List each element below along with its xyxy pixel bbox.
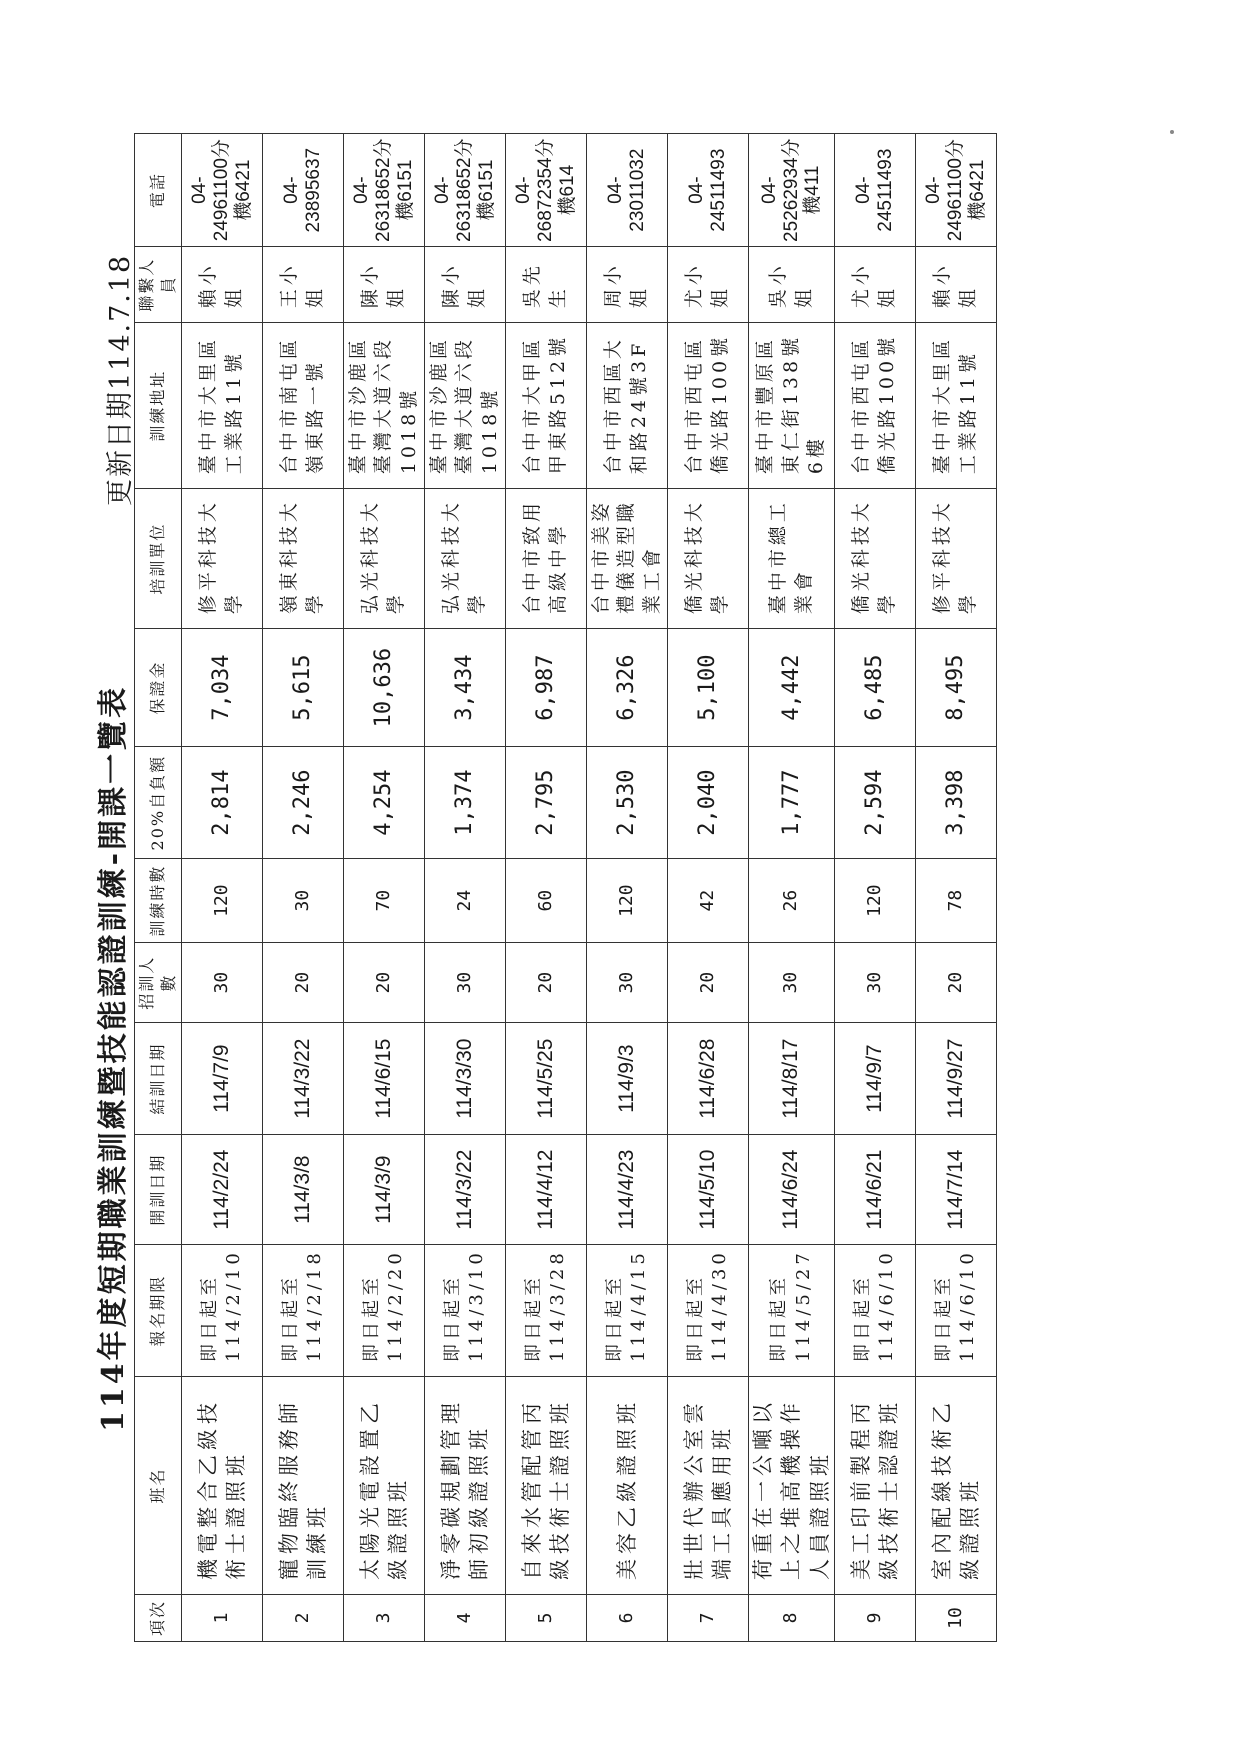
training-address: 臺中市豐原區東仁街138號6樓 bbox=[749, 323, 835, 489]
enrollment-count: 30 bbox=[835, 943, 916, 1023]
contact-person: 陳小姐 bbox=[344, 247, 425, 323]
header-cell: 開訓日期 bbox=[135, 1135, 182, 1245]
contact-person: 賴小姐 bbox=[182, 247, 263, 323]
end-date: 114/6/15 bbox=[344, 1023, 425, 1135]
item-number: 10 bbox=[916, 1595, 997, 1642]
registration-deadline: 即日起至114/2/20 bbox=[344, 1245, 425, 1377]
table-body bbox=[182, 134, 997, 1642]
self-pay-amount: 2,246 bbox=[263, 747, 344, 859]
course-name: 淨零碳規劃管理師初級證照班 bbox=[425, 1377, 506, 1595]
registration-deadline: 即日起至114/2/10 bbox=[182, 1245, 263, 1377]
phone-number: 04-23011032 bbox=[587, 134, 668, 247]
course-table bbox=[134, 133, 997, 1642]
training-hours: 78 bbox=[916, 859, 997, 943]
start-date: 114/3/8 bbox=[263, 1135, 344, 1245]
item-number: 2 bbox=[263, 1595, 344, 1642]
header-row bbox=[135, 134, 182, 1642]
self-pay-amount: 2,814 bbox=[182, 747, 263, 859]
course-name: 室內配線技術乙級證照班 bbox=[916, 1377, 997, 1595]
end-date: 114/8/17 bbox=[749, 1023, 835, 1135]
training-hours: 70 bbox=[344, 859, 425, 943]
header-cell: 電話 bbox=[135, 134, 182, 247]
start-date: 114/3/22 bbox=[425, 1135, 506, 1245]
course-name: 太陽光電設置乙級證照班 bbox=[344, 1377, 425, 1595]
enrollment-count: 30 bbox=[587, 943, 668, 1023]
end-date: 114/9/27 bbox=[916, 1023, 997, 1135]
start-date: 114/6/24 bbox=[749, 1135, 835, 1245]
training-address: 台中市大甲區甲東路512號 bbox=[506, 323, 587, 489]
table-row bbox=[587, 134, 668, 1642]
start-date: 114/3/9 bbox=[344, 1135, 425, 1245]
item-number: 7 bbox=[668, 1595, 749, 1642]
phone-number: 04-26318652分機6151 bbox=[344, 134, 425, 247]
enrollment-count: 30 bbox=[749, 943, 835, 1023]
header-cell: 訓練時數 bbox=[135, 859, 182, 943]
training-address: 台中市西區大和路24號3F bbox=[587, 323, 668, 489]
registration-deadline: 即日起至114/6/10 bbox=[916, 1245, 997, 1377]
table-row bbox=[425, 134, 506, 1642]
training-address: 臺中市大里區工業路11號 bbox=[916, 323, 997, 489]
header-cell: 培訓單位 bbox=[135, 489, 182, 629]
enrollment-count: 20 bbox=[344, 943, 425, 1023]
contact-person: 尤小姐 bbox=[668, 247, 749, 323]
training-hours: 26 bbox=[749, 859, 835, 943]
training-hours: 60 bbox=[506, 859, 587, 943]
training-address: 臺中市沙鹿區臺灣大道六段1018號 bbox=[425, 323, 506, 489]
deposit-amount: 6,987 bbox=[506, 629, 587, 747]
self-pay-amount: 4,254 bbox=[344, 747, 425, 859]
self-pay-amount: 2,795 bbox=[506, 747, 587, 859]
update-date: 更新日期114.7.18 bbox=[105, 253, 136, 506]
end-date: 114/6/28 bbox=[668, 1023, 749, 1135]
item-number: 4 bbox=[425, 1595, 506, 1642]
enrollment-count: 30 bbox=[425, 943, 506, 1023]
deposit-amount: 10,636 bbox=[344, 629, 425, 747]
phone-number: 04-26318652分機6151 bbox=[425, 134, 506, 247]
phone-number: 04-25262934分機411 bbox=[749, 134, 835, 247]
training-hours: 30 bbox=[263, 859, 344, 943]
header-cell: 項次 bbox=[135, 1595, 182, 1642]
header-cell: 招訓人數 bbox=[135, 943, 182, 1023]
registration-deadline: 即日起至114/3/10 bbox=[425, 1245, 506, 1377]
training-address: 台中市西屯區僑光路100號 bbox=[835, 323, 916, 489]
contact-person: 尤小姐 bbox=[835, 247, 916, 323]
deposit-amount: 5,615 bbox=[263, 629, 344, 747]
training-hours: 24 bbox=[425, 859, 506, 943]
enrollment-count: 20 bbox=[916, 943, 997, 1023]
start-date: 114/5/10 bbox=[668, 1135, 749, 1245]
header-cell: 20%自負額 bbox=[135, 747, 182, 859]
header-cell: 保證金 bbox=[135, 629, 182, 747]
course-name: 美容乙級證照班 bbox=[587, 1377, 668, 1595]
table-row bbox=[344, 134, 425, 1642]
table-row bbox=[668, 134, 749, 1642]
contact-person: 陳小姐 bbox=[425, 247, 506, 323]
item-number: 6 bbox=[587, 1595, 668, 1642]
enrollment-count: 20 bbox=[506, 943, 587, 1023]
registration-deadline: 即日起至114/4/15 bbox=[587, 1245, 668, 1377]
self-pay-amount: 2,530 bbox=[587, 747, 668, 859]
deposit-amount: 8,495 bbox=[916, 629, 997, 747]
contact-person: 賴小姐 bbox=[916, 247, 997, 323]
training-unit: 臺中市總工業會 bbox=[749, 489, 835, 629]
table-row bbox=[749, 134, 835, 1642]
enrollment-count: 20 bbox=[263, 943, 344, 1023]
start-date: 114/4/12 bbox=[506, 1135, 587, 1245]
training-hours: 42 bbox=[668, 859, 749, 943]
start-date: 114/7/14 bbox=[916, 1135, 997, 1245]
course-name: 自來水管配管丙級技術士證照班 bbox=[506, 1377, 587, 1595]
training-address: 台中市西屯區僑光路100號 bbox=[668, 323, 749, 489]
enrollment-count: 20 bbox=[668, 943, 749, 1023]
registration-deadline: 即日起至114/4/30 bbox=[668, 1245, 749, 1377]
course-name: 壯世代辦公室雲端工具應用班 bbox=[668, 1377, 749, 1595]
training-unit: 修平科技大學 bbox=[916, 489, 997, 629]
phone-number: 04-24511493 bbox=[835, 134, 916, 247]
end-date: 114/7/9 bbox=[182, 1023, 263, 1135]
document-title: 114年度短期職業訓練暨技能認證訓練-開課一覽表 bbox=[96, 684, 131, 1432]
training-hours: 120 bbox=[835, 859, 916, 943]
header-cell: 班名 bbox=[135, 1377, 182, 1595]
contact-person: 吳小姐 bbox=[749, 247, 835, 323]
deposit-amount: 6,485 bbox=[835, 629, 916, 747]
course-name: 荷重在一公噸以上之堆高機操作人員證照班 bbox=[749, 1377, 835, 1595]
self-pay-amount: 1,374 bbox=[425, 747, 506, 859]
start-date: 114/2/24 bbox=[182, 1135, 263, 1245]
header-cell: 報名期限 bbox=[135, 1245, 182, 1377]
self-pay-amount: 2,594 bbox=[835, 747, 916, 859]
item-number: 3 bbox=[344, 1595, 425, 1642]
table-row bbox=[506, 134, 587, 1642]
item-number: 1 bbox=[182, 1595, 263, 1642]
phone-number: 04-24961100分機6421 bbox=[182, 134, 263, 247]
training-address: 臺中市沙鹿區臺灣大道六段1018號 bbox=[344, 323, 425, 489]
header-cell: 聯繫人員 bbox=[135, 247, 182, 323]
course-name: 寵物臨終服務師訓練班 bbox=[263, 1377, 344, 1595]
enrollment-count: 30 bbox=[182, 943, 263, 1023]
deposit-amount: 4,442 bbox=[749, 629, 835, 747]
start-date: 114/4/23 bbox=[587, 1135, 668, 1245]
training-unit: 嶺東科技大學 bbox=[263, 489, 344, 629]
registration-deadline: 即日起至114/6/10 bbox=[835, 1245, 916, 1377]
course-name: 機電整合乙級技術士證照班 bbox=[182, 1377, 263, 1595]
registration-deadline: 即日起至114/2/18 bbox=[263, 1245, 344, 1377]
deposit-amount: 5,100 bbox=[668, 629, 749, 747]
table-row bbox=[916, 134, 997, 1642]
table-row bbox=[263, 134, 344, 1642]
end-date: 114/9/7 bbox=[835, 1023, 916, 1135]
deposit-amount: 7,034 bbox=[182, 629, 263, 747]
end-date: 114/5/25 bbox=[506, 1023, 587, 1135]
end-date: 114/9/3 bbox=[587, 1023, 668, 1135]
registration-deadline: 即日起至114/3/28 bbox=[506, 1245, 587, 1377]
contact-person: 吳先生 bbox=[506, 247, 587, 323]
self-pay-amount: 1,777 bbox=[749, 747, 835, 859]
training-unit: 修平科技大學 bbox=[182, 489, 263, 629]
table-row bbox=[182, 134, 263, 1642]
training-unit: 弘光科技大學 bbox=[344, 489, 425, 629]
end-date: 114/3/22 bbox=[263, 1023, 344, 1135]
registration-deadline: 即日起至114/5/27 bbox=[749, 1245, 835, 1377]
item-number: 9 bbox=[835, 1595, 916, 1642]
deposit-amount: 3,434 bbox=[425, 629, 506, 747]
item-number: 8 bbox=[749, 1595, 835, 1642]
start-date: 114/6/21 bbox=[835, 1135, 916, 1245]
contact-person: 周小姐 bbox=[587, 247, 668, 323]
phone-number: 04-23895637 bbox=[263, 134, 344, 247]
phone-number: 04-24961100分機6421 bbox=[916, 134, 997, 247]
course-name: 美工印前製程丙級技術士認證班 bbox=[835, 1377, 916, 1595]
self-pay-amount: 2,040 bbox=[668, 747, 749, 859]
phone-number: 04-26872354分機614 bbox=[506, 134, 587, 247]
phone-number: 04-24511493 bbox=[668, 134, 749, 247]
training-address: 台中市南屯區嶺東路一號 bbox=[263, 323, 344, 489]
deposit-amount: 6,326 bbox=[587, 629, 668, 747]
training-hours: 120 bbox=[182, 859, 263, 943]
scan-dot bbox=[1170, 130, 1174, 134]
self-pay-amount: 3,398 bbox=[916, 747, 997, 859]
contact-person: 王小姐 bbox=[263, 247, 344, 323]
training-address: 臺中市大里區工業路11號 bbox=[182, 323, 263, 489]
training-unit: 弘光科技大學 bbox=[425, 489, 506, 629]
training-unit: 台中市美姿禮儀造型職業工會 bbox=[587, 489, 668, 629]
training-unit: 台中市致用高級中學 bbox=[506, 489, 587, 629]
end-date: 114/3/30 bbox=[425, 1023, 506, 1135]
training-unit: 僑光科技大學 bbox=[835, 489, 916, 629]
header-cell: 訓練地址 bbox=[135, 323, 182, 489]
training-unit: 僑光科技大學 bbox=[668, 489, 749, 629]
table-row bbox=[835, 134, 916, 1642]
training-hours: 120 bbox=[587, 859, 668, 943]
item-number: 5 bbox=[506, 1595, 587, 1642]
header-cell: 結訓日期 bbox=[135, 1023, 182, 1135]
